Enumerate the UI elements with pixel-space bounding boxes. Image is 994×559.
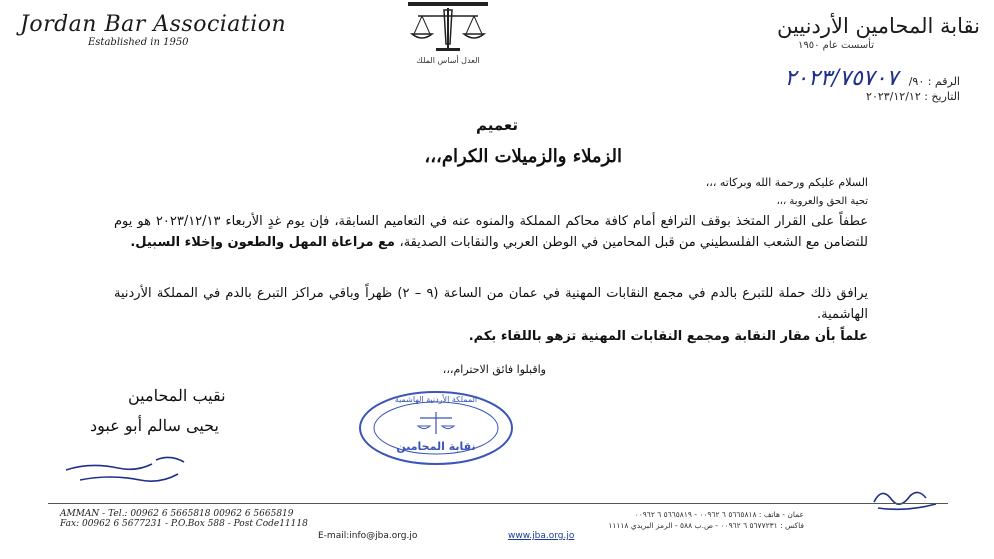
- english-established-line: Established in 1950: [88, 37, 189, 48]
- stamp-outer-text: المملكة الأردنية الهاشمية: [394, 395, 478, 404]
- official-stamp-icon: [356, 388, 516, 468]
- emblem-motto: العدل أساس الملك: [416, 56, 480, 65]
- reference-number-row: [784, 66, 960, 91]
- closing-line: واقبلوا فائق الاحترام،،،: [442, 363, 546, 376]
- paragraph-2: يرافق ذلك حملة للتبرع بالدم في مجمع النقابات المهنية في عمان من الساعة (٩ – ٢) ظهراً وباقي مراكز التبرع بالدم في المملكة الأردنية الهاشمية.: [114, 286, 868, 322]
- salutation-heading: الزملاء والزميلات الكرام،،،: [424, 146, 622, 167]
- handwritten-initials-icon: [866, 476, 946, 516]
- footer-arabic-line-2: فاكس : ٥٦٧٧٢٣١ ٦ ٠٠٩٦٢ - ص.ب ٥٨٨ - الرمز البريدي ١١١١٨: [608, 521, 804, 530]
- signatory-name: يحيى سالم أبو عبود: [90, 416, 219, 435]
- paragraph-1-bold-text: مع مراعاة المهل والطعون وإخلاء السبيل.: [130, 235, 400, 250]
- arabic-association-name: نقابة المحامين الأردنيين: [776, 14, 980, 38]
- reference-label: الرقم : ٩٠/: [908, 75, 960, 88]
- footer-website-link[interactable]: www.jba.org.jo: [508, 531, 575, 541]
- document-heading: تعميم: [475, 116, 519, 134]
- footer-arabic-line-1: عمان - هاتف : ٥٦٦٥٨١٨ ٦ ٠٠٩٦٢ - ٥٦٦٥٨١٩ ٦ ٠٠٩٦٢: [634, 510, 804, 519]
- paragraph-1-text: عطفاً على القرار المتخذ بوقف الترافع أمام كافة محاكم المملكة والمنوه عنه في التعاميم السابقة، فإن يوم غدٍ الأربعاء ٢٠٢٣/١٢/١٣ هو يوم للتضامن مع الشعب الفلسطيني من قبل المحامين في الوطن العربي والنقابات الصديقة،: [114, 214, 869, 250]
- english-association-name: Jordan Bar Association: [20, 12, 287, 37]
- greeting-line: السلام عليكم ورحمة الله وبركاته ،،،: [705, 176, 868, 189]
- footer-english-line-1: AMMAN - Tel.: 00962 6 5665818 00962 6 5665819: [60, 509, 294, 519]
- paragraph-3: علماً بأن مقار النقابة ومجمع النقابات المهنية تزهو باللقاء بكم.: [468, 329, 868, 344]
- greeting-line-2: تحية الحق والعروبة ،،،: [776, 196, 868, 207]
- stamp-inner-text: نقابة المحامين: [396, 440, 476, 453]
- handwritten-signature-icon: [60, 440, 200, 490]
- scales-of-justice-emblem-icon: [400, 0, 496, 60]
- footer-email: E-mail:info@jba.org.jo: [318, 531, 418, 541]
- footer-english-line-2: Fax: 00962 6 5677231 - P.O.Box 588 - Post Code11118: [60, 519, 308, 529]
- reference-handwritten-number: ٢٠٢٣/٧٥٧٠٧: [784, 66, 899, 91]
- signatory-title: نقيب المحامين: [128, 386, 226, 405]
- footer-divider: [48, 503, 948, 504]
- paragraph-1: [114, 211, 868, 253]
- date-row: التاريخ : ٢٠٢٣/١٢/١٢: [866, 90, 960, 103]
- arabic-established-line: تأسست عام ١٩٥٠: [798, 40, 874, 51]
